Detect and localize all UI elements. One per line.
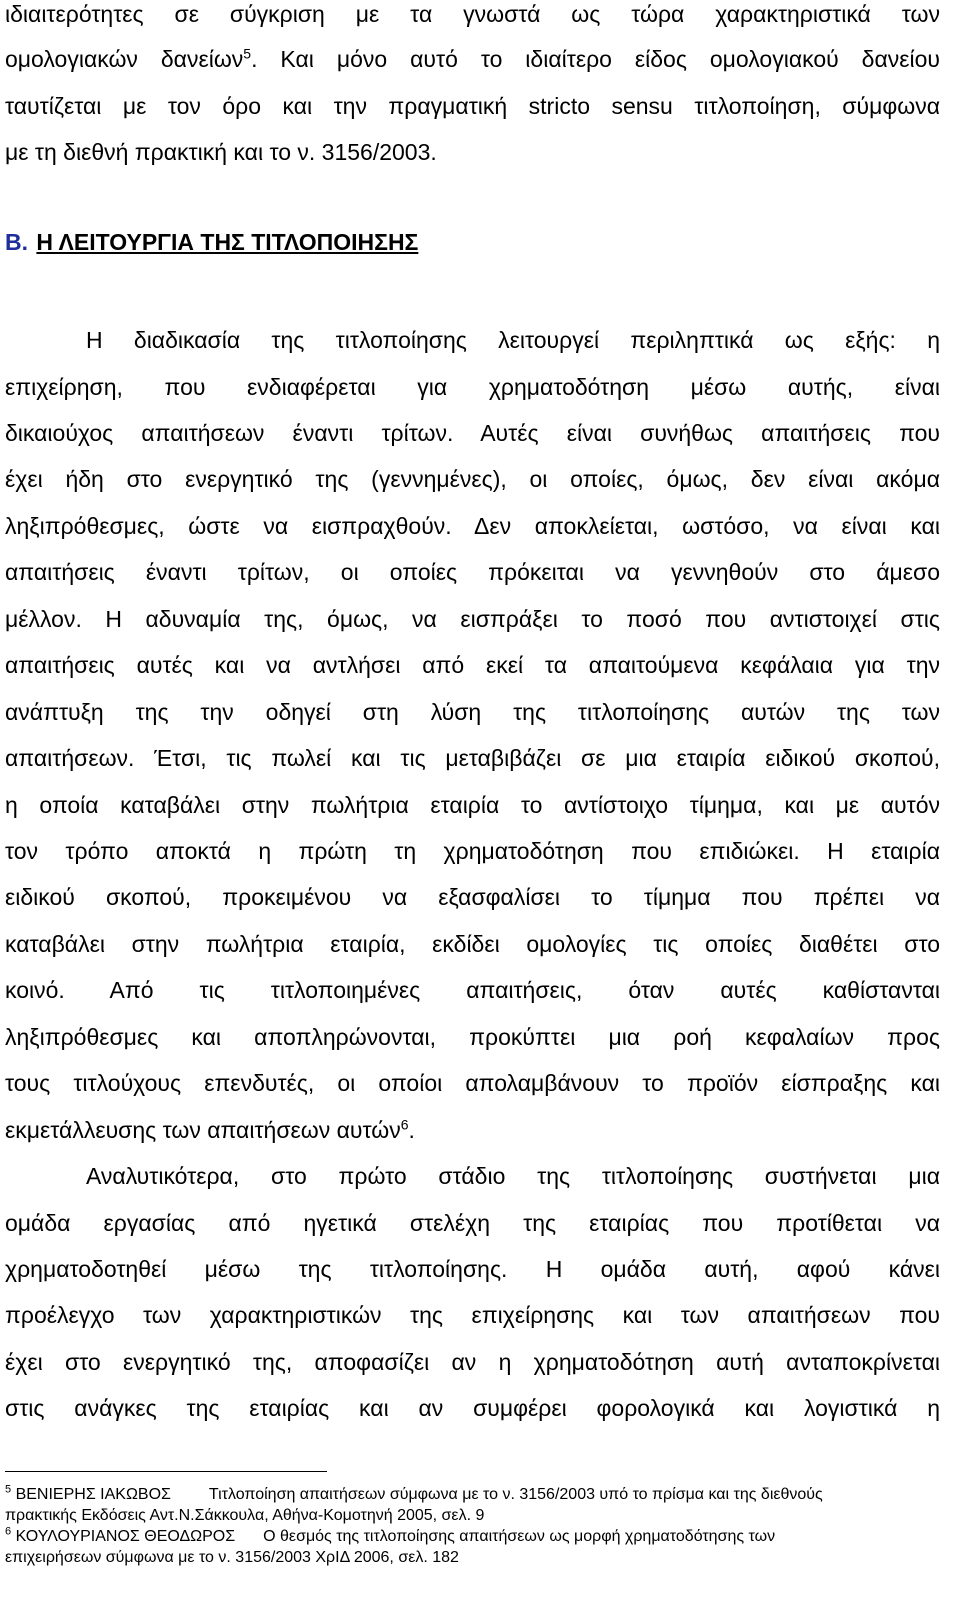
main-line-14: καταβάλει στην πωλήτρια εταιρία, εκδίδει ομολογίες τις οποίες διαθέτει στο bbox=[5, 931, 940, 957]
second-line-4: προέλεγχο των χαρακτηριστικών της επιχείρησης και των απαιτήσεων που bbox=[5, 1302, 940, 1328]
second-line-1: Αναλυτικότερα, στο πρώτο στάδιο της τιτλοποίησης συστήνεται μια bbox=[86, 1163, 940, 1189]
main-line-8: απαιτήσεις αυτές και να αντλήσει από εκεί τα απαιτούμενα κεφάλαια για την bbox=[5, 652, 940, 678]
second-line-3: χρηματοδοτηθεί μέσω της τιτλοποίησης. Η ομάδα αυτή, αφού κάνει bbox=[5, 1256, 940, 1282]
main-line-9: ανάπτυξη της την οδηγεί στη λύση της τιτλοποίησης αυτών της των bbox=[5, 699, 940, 725]
main-line-15: κοινό. Από τις τιτλοποιημένες απαιτήσεις, όταν αυτές καθίστανται bbox=[5, 977, 940, 1003]
main-line-18-text: εκμετάλλευσης των απαιτήσεων αυτών bbox=[5, 1117, 401, 1143]
footnote-6-line-1 bbox=[5, 1527, 940, 1547]
main-line-6: απαιτήσεις έναντι τρίτων, οι οποίες πρόκειται να γεννηθούν στο άμεσο bbox=[5, 559, 940, 585]
footnote-6-line-2: επιχειρήσεων σύμφωνα με το ν. 3156/2003 ΧρΙΔ 2006, σελ. 182 bbox=[5, 1549, 459, 1566]
footnote-5-line-1 bbox=[5, 1485, 940, 1505]
main-line-17: τους τιτλούχους επενδυτές, οι οποίοι απολαμβάνουν το προϊόν είσπραξης και bbox=[5, 1070, 940, 1096]
main-line-18 bbox=[5, 1115, 940, 1145]
footnote-5-author: ΒΕΝΙΕΡΗΣ ΙΑΚΩΒΟΣ bbox=[15, 1486, 171, 1503]
second-line-5: έχει στο ενεργητικό της, αποφασίζει αν η χρηματοδότηση αυτή ανταποκρίνεται bbox=[5, 1349, 940, 1375]
main-line-10: απαιτήσεων. Έτσι, τις πωλεί και τις μεταβιβάζει σε μια εταιρία ειδικού σκοπού, bbox=[5, 745, 940, 771]
intro-line-2b: . Και μόνο αυτό το ιδιαίτερο είδος ομολογιακού δανείου bbox=[251, 46, 940, 72]
second-line-6: στις ανάγκες της εταιρίας και αν συμφέρει φορολογικά και λογιστικά η bbox=[5, 1395, 940, 1421]
second-line-2: ομάδα εργασίας από ηγετικά στελέχη της εταιρίας που προτίθεται να bbox=[5, 1210, 940, 1236]
footnote-ref-5[interactable]: 5 bbox=[243, 45, 252, 62]
main-line-5: ληξιπρόθεσμες, ώστε να εισπραχθούν. Δεν αποκλείεται, ωστόσο, να είναι και bbox=[5, 513, 940, 539]
intro-line-2 bbox=[5, 44, 940, 74]
footnote-separator bbox=[5, 1471, 327, 1472]
footnote-ref-6[interactable]: 6 bbox=[400, 1116, 409, 1133]
intro-line-3: ταυτίζεται με τον όρο και την πραγματική stricto sensu τιτλοποίηση, σύμφωνα bbox=[5, 93, 940, 119]
main-line-2: επιχείρηση, που ενδιαφέρεται για χρηματοδότηση μέσω αυτής, είναι bbox=[5, 374, 940, 400]
section-heading bbox=[5, 227, 418, 257]
main-line-3: δικαιούχος απαιτήσεων έναντι τρίτων. Αυτές είναι συνήθως απαιτήσεις που bbox=[5, 420, 940, 446]
intro-line-2a: ομολογιακών δανείων bbox=[5, 46, 244, 72]
main-line-13: ειδικού σκοπού, προκειμένου να εξασφαλίσει το τίμημα που πρέπει να bbox=[5, 884, 940, 910]
footnote-6-author: ΚΟΥΛΟΥΡΙΑΝΟΣ ΘΕΟΔΩΡΟΣ bbox=[15, 1528, 236, 1545]
intro-line-4: με τη διεθνή πρακτική και το ν. 3156/2003. bbox=[5, 139, 437, 165]
main-line-1: Η διαδικασία της τιτλοποίησης λειτουργεί περιληπτικά ως εξής: η bbox=[86, 327, 940, 353]
intro-line-1: ιδιαιτερότητες σε σύγκριση με τα γνωστά ως τώρα χαρακτηριστικά των bbox=[5, 1, 940, 27]
main-line-12: τον τρόπο αποκτά η πρώτη τη χρηματοδότηση που επιδιώκει. Η εταιρία bbox=[5, 838, 940, 864]
footnote-5-line-2: πρακτικής Εκδόσεις Αντ.Ν.Σάκκουλα, Αθήνα-Κομοτηνή 2005, σελ. 9 bbox=[5, 1507, 485, 1524]
main-line-4: έχει ήδη στο ενεργητικό της (γεννημένες), οι οποίες, όμως, δεν είναι ακόμα bbox=[5, 466, 940, 492]
footnote-5-number: 5 bbox=[5, 1483, 12, 1496]
main-line-16: ληξιπρόθεσμες και αποπληρώνονται, προκύπτει μια ροή κεφαλαίων προς bbox=[5, 1024, 940, 1050]
section-title: Η ΛΕΙΤΟΥΡΓΙΑ ΤΗΣ ΤΙΤΛΟΠΟΙΗΣΗΣ bbox=[36, 229, 419, 255]
section-letter: Β. bbox=[5, 229, 28, 255]
main-line-18-end: . bbox=[408, 1117, 415, 1143]
main-line-7: μέλλον. Η αδυναμία της, όμως, να εισπράξει το ποσό που αντιστοιχεί στις bbox=[5, 606, 940, 632]
footnote-6-number: 6 bbox=[5, 1525, 12, 1538]
main-line-11: η οποία καταβάλει στην πωλήτρια εταιρία το αντίστοιχο τίμημα, και με αυτόν bbox=[5, 792, 940, 818]
footnote-5-text: Τιτλοποίηση απαιτήσεων σύμφωνα με το ν. 3156/2003 υπό το πρίσμα και της διεθνούς bbox=[208, 1486, 823, 1503]
footnote-6-text: Ο θεσμός της τιτλοποίησης απαιτήσεων ως μορφή χρηματοδότησης των bbox=[263, 1528, 776, 1545]
